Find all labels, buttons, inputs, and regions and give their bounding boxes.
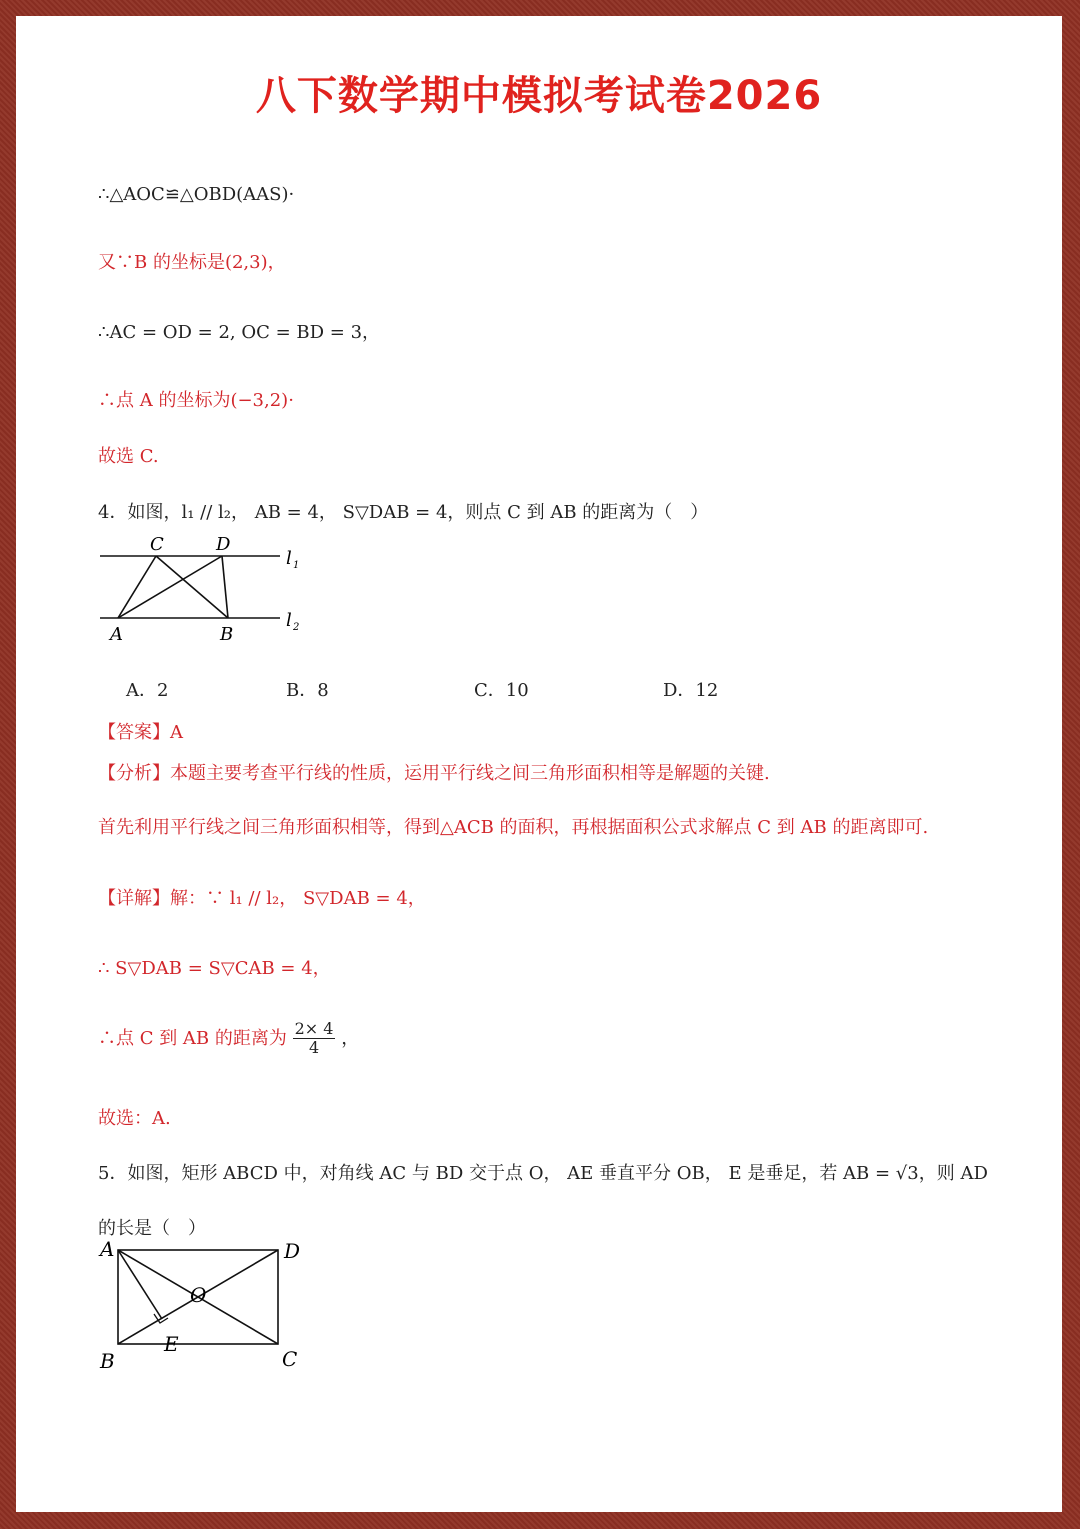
q4-option-b[interactable]: B．8 (286, 680, 329, 701)
q4-option-c[interactable]: C．10 (474, 680, 529, 701)
page-title: 八下数学期中模拟考试卷2026 (255, 73, 823, 119)
fraction-denominator: 4 (308, 1038, 320, 1058)
q4-figure (96, 536, 326, 666)
q5-label-e: E (164, 1332, 179, 1356)
q4-label-l2: l (286, 610, 292, 631)
q4-detail-distance-end: ， (341, 1027, 360, 1049)
q5-stem: 5．如图，矩形 ABCD 中，对角线 AC 与 BD 交于点 O， AE 垂直平分 OB， E 是垂足，若 AB = √3，则 AD (98, 1163, 988, 1184)
solution-line-a-coordinate: ∴点 A 的坐标为(−3,2)· (98, 390, 294, 411)
q4-label-d: D (216, 536, 231, 555)
q4-label-l1-sub: 1 (293, 560, 300, 571)
q4-label-a: A (110, 624, 123, 645)
q5-stem-continued: 的长是（ ） (98, 1218, 206, 1239)
q5-label-a: A (100, 1238, 115, 1261)
q5-label-b: B (100, 1349, 115, 1373)
q4-distance-fraction (293, 1020, 336, 1058)
q4-detail-distance (98, 1020, 359, 1058)
q5-figure (94, 1238, 324, 1378)
q4-detail-area-equal: ∴ S▽DAB = S▽CAB = 4， (98, 958, 331, 979)
q4-detail-given: 【详解】解：∵ l₁ // l₂， S▽DAB = 4， (98, 888, 426, 909)
q4-label-l1: l (286, 548, 292, 569)
q4-conclusion: 故选：A. (98, 1108, 171, 1129)
q4-label-b: B (220, 624, 234, 645)
q4-option-a[interactable]: A．2 (126, 680, 169, 701)
q5-label-c: C (282, 1347, 298, 1371)
solution-line-congruence: ∴△AOC≌△OBD(AAS)· (98, 184, 295, 205)
solution-line-lengths: ∴AC = OD = 2, OC = BD = 3， (98, 322, 381, 343)
fraction-numerator: 2× 4 (294, 1019, 334, 1038)
q5-label-d: D (284, 1239, 301, 1263)
q4-stem: 4．如图，l₁ // l₂， AB = 4， S▽DAB = 4，则点 C 到 AB 的距离为（ ） (98, 502, 709, 523)
q4-label-l2-sub: 2 (293, 622, 300, 633)
q4-option-d[interactable]: D．12 (663, 680, 719, 701)
paper-sheet (16, 16, 1062, 1512)
q4-answer: 【答案】A (98, 722, 183, 743)
q4-analysis: 【分析】本题主要考查平行线的性质，运用平行线之间三角形面积相等是解题的关键. (98, 763, 770, 784)
q5-label-o: O (190, 1283, 207, 1307)
solution-line-b-coordinate: 又∵B 的坐标是(2,3)， (98, 252, 286, 273)
solution-line-choice: 故选 C. (98, 446, 159, 467)
q4-label-c: C (150, 536, 164, 555)
q4-analysis-continued: 首先利用平行线之间三角形面积相等，得到△ACB 的面积，再根据面积公式求解点 C 到 AB 的距离即可. (98, 817, 929, 838)
q4-detail-distance-text: ∴点 C 到 AB 的距离为 (98, 1027, 287, 1049)
